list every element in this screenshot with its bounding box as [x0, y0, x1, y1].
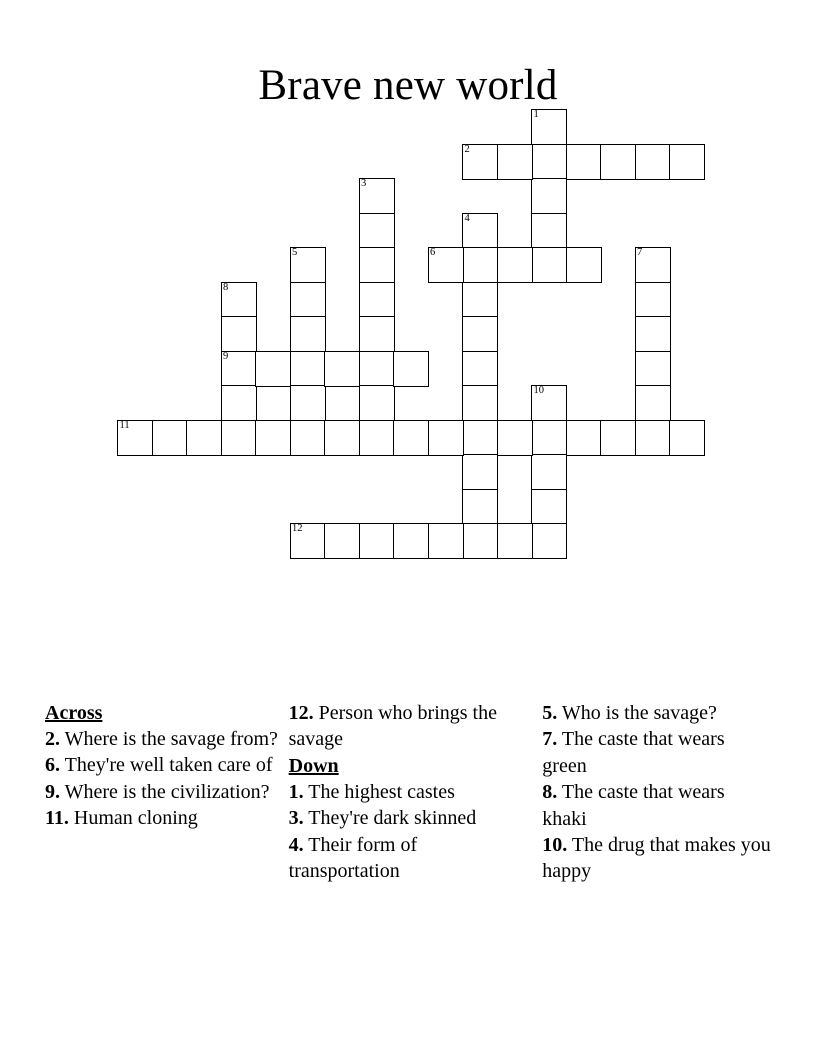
clue-text: Who is the savage?	[557, 702, 717, 724]
grid-cell[interactable]	[221, 282, 257, 318]
cell-number: 8	[223, 281, 229, 293]
grid-cell[interactable]	[669, 420, 705, 456]
clue-number: 8.	[542, 781, 558, 804]
clue-number: 1.	[288, 780, 304, 803]
down-heading: Down	[288, 754, 339, 777]
grid-cell[interactable]	[428, 523, 464, 559]
cell-number: 1	[533, 109, 539, 120]
grid-cell[interactable]	[462, 316, 498, 352]
grid-cell[interactable]	[428, 247, 464, 283]
grid-cell[interactable]	[462, 247, 498, 283]
grid-cell[interactable]	[497, 523, 533, 559]
clue-text: Human cloning	[68, 807, 198, 830]
grid-cell[interactable]	[531, 420, 567, 456]
cell-number: 3	[361, 178, 367, 189]
grid-cell[interactable]	[221, 351, 257, 387]
clue-text: They're well taken care of	[60, 754, 273, 777]
grid-cell[interactable]	[566, 420, 602, 456]
cell-number: 12	[292, 523, 303, 534]
clue-text: The highest castes	[303, 780, 455, 803]
clue-down-8[interactable]	[542, 779, 771, 832]
grid-cell[interactable]	[359, 316, 395, 352]
grid-cell[interactable]	[290, 282, 326, 318]
clue-down-7[interactable]	[542, 726, 771, 779]
grid-cell[interactable]	[152, 420, 188, 456]
clue-down-10[interactable]	[542, 832, 771, 885]
grid-cell[interactable]	[531, 489, 567, 525]
grid-cell[interactable]	[290, 247, 326, 283]
grid-cell[interactable]	[290, 351, 326, 387]
grid-cell[interactable]	[566, 247, 602, 283]
grid-cell[interactable]	[393, 523, 429, 559]
cell-number: 11	[119, 419, 130, 431]
grid-cell[interactable]	[324, 420, 360, 456]
cell-number: 4	[464, 212, 470, 224]
grid-cell[interactable]	[497, 247, 533, 283]
grid-cell[interactable]	[359, 385, 395, 421]
grid-cell[interactable]	[462, 213, 498, 249]
cell-number: 2	[464, 143, 470, 155]
clue-column-2	[289, 700, 528, 884]
clue-text: The caste that wears green	[542, 728, 725, 777]
grid-cell[interactable]	[462, 420, 498, 456]
clue-text: They're dark skinned	[303, 807, 477, 830]
grid-cell[interactable]	[635, 247, 671, 283]
grid-cell[interactable]	[462, 523, 498, 559]
grid-cell[interactable]	[669, 144, 705, 180]
grid-cell[interactable]	[290, 523, 326, 559]
grid-cell[interactable]	[531, 247, 567, 283]
clue-number: 12.	[288, 702, 314, 724]
grid-cell[interactable]	[600, 420, 636, 456]
clue-down-3[interactable]	[289, 805, 528, 831]
clue-number: 6.	[45, 754, 60, 777]
grid-cell[interactable]	[497, 420, 533, 456]
clue-text: Their form of transportation	[288, 833, 418, 882]
cell-number: 7	[637, 247, 643, 258]
grid-cell[interactable]	[359, 351, 395, 387]
grid-cell[interactable]	[635, 420, 671, 456]
clue-number: 5.	[542, 702, 558, 724]
grid-cell[interactable]	[531, 144, 567, 180]
clue-down-1[interactable]	[289, 779, 528, 805]
clue-column-3	[532, 700, 771, 885]
page-title: Brave new world	[258, 61, 558, 109]
grid-cell[interactable]	[221, 385, 257, 421]
clue-number: 2.	[45, 728, 60, 750]
grid-cell[interactable]	[462, 144, 498, 180]
grid-cell[interactable]	[531, 178, 567, 214]
grid-cell[interactable]	[497, 144, 533, 180]
clue-number: 9.	[45, 780, 60, 803]
clues-section	[0, 700, 816, 1000]
grid-cell[interactable]	[531, 109, 567, 145]
grid-cell[interactable]	[324, 351, 360, 387]
grid-cell[interactable]	[359, 282, 395, 318]
grid-cell[interactable]	[600, 144, 636, 180]
grid-cell[interactable]	[324, 523, 360, 559]
clue-down-4[interactable]	[289, 832, 528, 885]
cell-number: 10	[533, 385, 544, 396]
clue-number: 3.	[288, 807, 304, 830]
grid-cell[interactable]	[462, 454, 498, 490]
grid-cell[interactable]	[186, 420, 222, 456]
cell-number: 6	[430, 247, 436, 258]
clue-text: Person who brings the savage	[288, 702, 497, 751]
grid-cell[interactable]	[290, 385, 326, 421]
clue-number: 11.	[45, 807, 69, 830]
clue-down-5[interactable]	[542, 700, 771, 726]
grid-cell[interactable]	[635, 351, 671, 387]
clue-text: The caste that wears khaki	[542, 781, 725, 830]
grid-cell[interactable]	[531, 523, 567, 559]
grid-cell[interactable]	[428, 420, 464, 456]
grid-cell[interactable]	[566, 144, 602, 180]
grid-cell[interactable]	[290, 420, 326, 456]
grid-cell[interactable]	[359, 420, 395, 456]
grid-cell[interactable]	[393, 420, 429, 456]
clue-text: The drug that makes you happy	[542, 833, 771, 883]
clue-across-9[interactable]	[45, 779, 284, 805]
grid-cell[interactable]	[531, 385, 567, 421]
grid-cell[interactable]	[635, 385, 671, 421]
clue-number: 10.	[542, 833, 568, 856]
grid-cell[interactable]	[359, 247, 395, 283]
grid-cell[interactable]	[462, 351, 498, 387]
clue-number: 7.	[542, 728, 558, 751]
grid-cell[interactable]	[255, 351, 291, 387]
grid-cell[interactable]	[635, 144, 671, 180]
grid-cell[interactable]	[462, 385, 498, 421]
cell-number: 9	[223, 350, 229, 362]
across-heading: Across	[45, 702, 103, 724]
clue-column-1	[45, 700, 284, 832]
grid-cell[interactable]	[393, 351, 429, 387]
grid-cell[interactable]	[635, 282, 671, 318]
grid-cell[interactable]	[462, 489, 498, 525]
grid-cell[interactable]	[221, 316, 257, 352]
clue-number: 4.	[288, 833, 304, 856]
grid-cell[interactable]	[359, 178, 395, 214]
clue-text: Where is the savage from?	[60, 728, 278, 750]
grid-cell[interactable]	[359, 213, 395, 249]
grid-cell[interactable]	[462, 282, 498, 318]
clue-text: Where is the civilization?	[60, 780, 270, 803]
clue-across-11[interactable]	[45, 805, 284, 831]
grid-cell[interactable]	[290, 316, 326, 352]
clue-across-6[interactable]	[45, 752, 284, 778]
grid-cell[interactable]	[255, 420, 291, 456]
grid-cell[interactable]	[531, 454, 567, 490]
clue-across-12[interactable]	[289, 700, 528, 753]
grid-cell[interactable]	[359, 523, 395, 559]
grid-cell[interactable]	[117, 420, 153, 456]
grid-cell[interactable]	[531, 213, 567, 249]
clue-across-2[interactable]	[45, 726, 284, 752]
grid-cell[interactable]	[635, 316, 671, 352]
cell-number: 5	[292, 247, 298, 258]
grid-cell[interactable]	[221, 420, 257, 456]
